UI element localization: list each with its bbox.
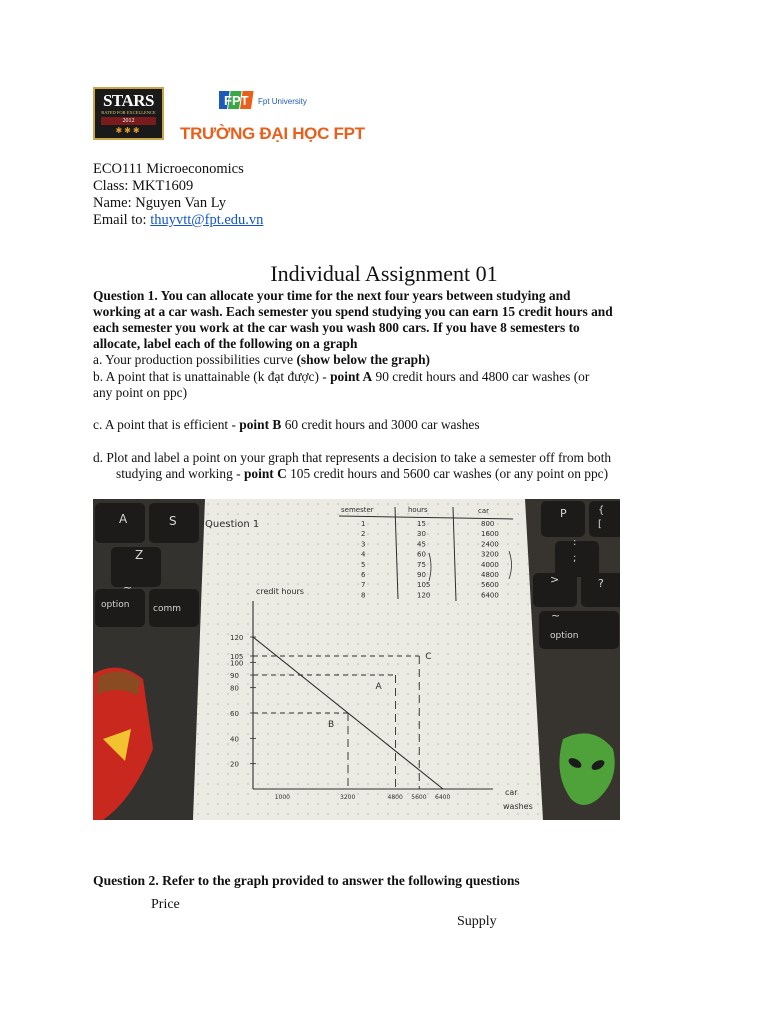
table-cell: 6400 (481, 591, 499, 600)
key-tilde-right: ~ (551, 609, 561, 622)
q1-prompt-line2: working at a car wash. Each semester you spend studying you can earn 15 credit hours and (93, 304, 613, 319)
table-cell: 3 (361, 540, 366, 549)
class-line: Class: MKT1609 (93, 178, 194, 194)
q1-label: Question 1. (93, 288, 158, 303)
x-tick-label: 1000 (274, 794, 290, 801)
y-tick-label: 20 (230, 760, 239, 769)
key-colon: : (573, 537, 577, 548)
q1-part-a: a. Your production possibilities curve (show below the graph) (93, 352, 430, 367)
y-axis-label: credit hours (256, 587, 304, 596)
stars-word: STARS (102, 91, 155, 110)
x-tick-label: 5600 (411, 794, 427, 801)
q1-prompt-line4: allocate, label each of the following on a graph (93, 336, 358, 351)
page-title: Individual Assignment 01 (270, 261, 498, 286)
table-cell: 75 (417, 560, 426, 569)
key-question: ? (598, 577, 604, 590)
point-label: C (425, 652, 432, 662)
key-p: P (560, 507, 567, 520)
table-cell: 6 (361, 571, 366, 579)
y-tick-label: 90 (230, 672, 239, 680)
key-tilde: ~ (123, 581, 133, 594)
y-tick-label: 120 (230, 634, 244, 642)
q1-prompt-line3: each semester you work at the car wash you wash 800 cars. If you have 8 semesters to (93, 320, 580, 335)
fpt-university-label: Fpt University (258, 97, 307, 106)
key-option-left: option (101, 600, 130, 610)
q1-part-d-cont: studying and working - point C 105 credit hours and 5600 car washes (or any point on ppc) (116, 466, 609, 481)
table-cell: 60 (417, 550, 426, 559)
key-gt: > (550, 573, 560, 586)
y-tick-label: 100 (230, 659, 244, 668)
stars-tagline: RATED FOR EXCELLENCE (101, 110, 156, 115)
table-cell: 4 (361, 550, 366, 559)
table-cell: 1600 (481, 530, 499, 539)
table-cell: 4800 (481, 571, 499, 579)
table-cell: 15 (417, 520, 426, 528)
stars-rating-logo (93, 87, 164, 140)
x-tick-label: 6400 (435, 794, 451, 801)
course-line: ECO111 Microeconomics (93, 161, 244, 177)
email-link[interactable]: thuyvtt@fpt.edu.vn (150, 212, 264, 228)
q1-part-b-cont: any point on ppc) (93, 385, 188, 400)
table-cell: 800 (481, 520, 495, 528)
table-cell: 120 (417, 591, 431, 600)
key-s: S (169, 514, 177, 528)
table-cell: 90 (417, 571, 426, 579)
key-a: A (119, 512, 128, 526)
stars-icons: ✱✱✱ (115, 126, 142, 135)
key-bracket: [ (598, 519, 602, 530)
x-axis-label-washes: washes (503, 802, 533, 811)
table-cell: 3200 (481, 550, 499, 559)
q1-part-b: b. A point that is unattainable (k đạt được) - point A 90 credit hours and 4800 car washes (or (93, 369, 590, 384)
table-cell: 1 (361, 520, 366, 528)
y-tick-label: 80 (230, 684, 239, 693)
table-cell: 30 (417, 530, 426, 539)
x-tick-label: 4800 (387, 794, 403, 801)
table-cell: 5600 (481, 581, 499, 590)
school-name: TRƯỜNG ĐẠI HỌC FPT (180, 124, 365, 143)
q1-part-c: c. A point that is efficient - point B 60 credit hours and 3000 car washes (93, 417, 480, 432)
key-semicolon: ; (573, 553, 577, 564)
fpt-wordmark: FPT (224, 93, 249, 108)
photo-heading: Question 1 (205, 519, 260, 530)
key-z: Z (135, 548, 144, 562)
table-cell: 7 (361, 581, 366, 590)
answer-photo-drawing (93, 499, 620, 820)
table-cell: 105 (417, 581, 431, 590)
table-header-semester: semester (341, 506, 374, 514)
table-cell: 45 (417, 540, 426, 549)
q2-label: Question 2. (93, 873, 159, 888)
name-line: Name: Nguyen Van Ly (93, 195, 227, 211)
x-axis-label-car: car (505, 788, 518, 797)
key-brace: { (598, 505, 605, 516)
point-label: B (328, 720, 335, 730)
supply-curve-label: Supply (457, 914, 497, 929)
q2-prompt: Question 2. Refer to the graph provided to answer the following questions (93, 873, 520, 888)
q1-prompt-line1: Question 1. You can allocate your time for the next four years between studying and (93, 288, 571, 303)
key-option-right: option (550, 631, 579, 641)
y-tick-label: 60 (230, 710, 239, 718)
table-cell: 2400 (481, 540, 499, 549)
y-tick-label: 105 (230, 653, 244, 661)
table-cell: 8 (361, 591, 366, 600)
table-cell: 2 (361, 530, 366, 539)
table-header-car: car (478, 507, 490, 515)
key-command: comm (153, 604, 181, 614)
y-tick-label: 40 (230, 735, 239, 744)
email-label: Email to: (93, 212, 151, 228)
email-line (93, 212, 263, 229)
point-label: A (375, 682, 382, 692)
table-cell: 4000 (481, 560, 499, 569)
stars-year: 2012 (101, 117, 156, 125)
table-cell: 5 (361, 560, 366, 569)
answer-photo (93, 499, 620, 820)
price-axis-label: Price (151, 897, 180, 912)
table-header-hours: hours (408, 506, 428, 514)
q1-part-d: d. Plot and label a point on your graph that represents a decision to take a semester off from both (93, 450, 612, 465)
x-tick-label: 3200 (340, 794, 356, 801)
